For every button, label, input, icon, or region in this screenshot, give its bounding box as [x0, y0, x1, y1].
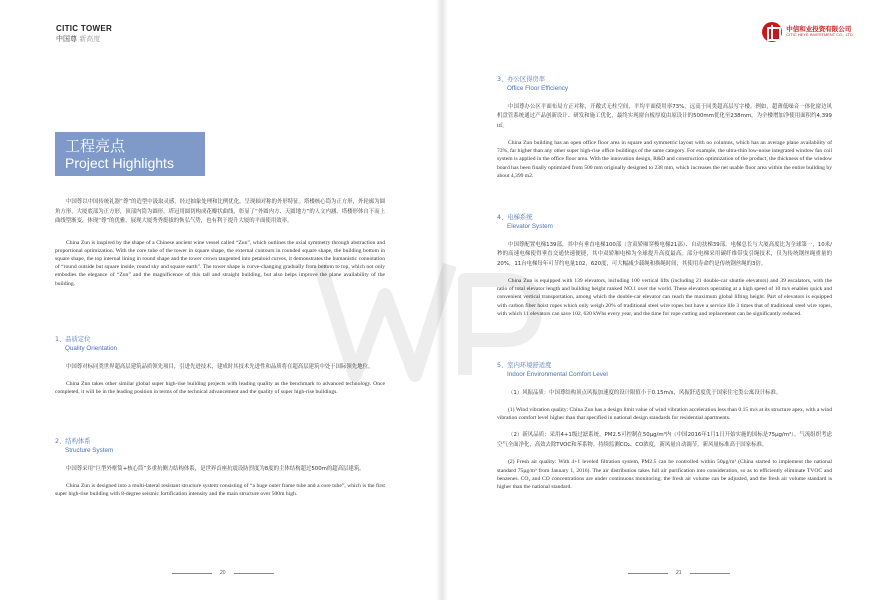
intro-section — [55, 198, 385, 288]
section-elevator-system — [497, 214, 832, 318]
page-footer — [172, 570, 274, 576]
intro-en: China Zun is inspired by the shape of a Chinese ancient wine vessel called “Zun”, which outlines the axial symmetry through abstraction and proportional optimization. With the core tube of the tower in square shape, the external contours in rounded square shape, the building bottom in square shape, the top internal lining in round shape and the tower crown tangented into petaloid curves, it demonstrates the humanistic connotation of “round outside but square inside, round sky and square earth”. The tower shape is curve-changing gradually from bottom to top, which not only embodies the elegance of “Zun” and the magnificence of this tall and straight building, but also helps improve the plane availability of the building. — [55, 239, 385, 287]
page-footer — [628, 570, 730, 576]
section-body-en: China Zun building has an open office floor area in square and symmetric layout with no columns, which has an average plane availability of 73%, far higher than any other super high-rise office buildings of the same category. For example, the ultra-thin low-noise integrated window fan coil system is applied in the office floor area. With the innovation design, R&D and construction optimization of the product, the thickness of the window board has been finally optimized from 500 mm originally designed to 238 mm, which increases the net usable floor area within the entire building by about 4,399 m2. — [497, 140, 832, 179]
brand-cn-light: 新高度 — [79, 35, 101, 43]
intro-cn: 中国尊以中国传统礼器“尊”的造型中汲取灵感，经过抽象处理和比例优化，呈现轴对称的外形特征。塔楼核心筒为正方形，外轮廓为圆角方形，大厦底部为正方形，顶部内筒为圆形，塔冠用圆切构成花瓣状曲线，彰显了“外圆内方、天圆地方”的人文内涵。塔楼形体自下而上曲线型渐变，体现“尊”的优雅，展现大厦秀秀挺拔的恢弘气势，也有利于提升大厦的平面使用效率。 — [55, 199, 385, 224]
section-body-en: China Zun is equipped with 139 elevators, including 100 vertical lifts (including 21 double-car shuttle elevators) and 39 escalators, with the ratio of total elevator length and building height ranked NO.1 over the world. These elevators operating at a high speed of 10 m/s enables quick and convenient vertical transportation, among which the double-car elevator can reach the maximum global lifting height. Part of elevators is equipped with carbon fiber hoist ropes which only weigh 20% of traditional steel wire ropes but have a service life 3 times that of traditional steel wire ropes, with which 11 elevators can save 102, 620 kWhs every year, and the time for rope cutting and replacement can be significantly reduced. — [497, 278, 832, 317]
title-banner — [55, 132, 205, 176]
section-quality-orientation — [55, 336, 385, 396]
section-heading: 1、品质定位 — [55, 336, 91, 343]
corp-name — [786, 26, 854, 38]
section-indoor-comfort — [497, 362, 832, 491]
section-body-cn: （2）新风品质：采用4+1级过滤系统，PM2.5可控制在50μg/m³内（中国2016年1月1日开始实施的国标是75μg/m³）。气流组织考虑空气全面净化，高效去除TVOC和苯系物。持续监测CO₂、CO浓度，新风量自动调节，新风量标准高于国家标准。 — [497, 432, 832, 448]
corp-name-en: CITIC HEYE INVESTMENT CO., LTD. — [786, 33, 854, 38]
page-number: 20 — [220, 570, 226, 576]
section-body-en: China Zun is designed into a multi-lateral resistant structure system consisting of “a huge outer frame tube and a core tube”, which is the first super high-rise building with 8-degree seismic fortification intensity and the main structure over 500m high. — [55, 483, 385, 498]
section-structure-system — [55, 438, 385, 498]
brand-name-en: CITIC TOWER — [56, 24, 113, 33]
page-title-cn: 工程亮点 — [65, 137, 126, 155]
section-body-cn: 中国尊对标同类世界超高层建筑品质领先项目，引进先进技术，建成时其技术先进性和品质将在超高层建筑中处于国际领先地位。 — [66, 363, 374, 370]
page-number: 21 — [676, 570, 682, 576]
section-body-en: (1) Wind vibration quality: China Zun has a design limit value of wind vibration acceleration less than 0.15 m/s at its structure apex, with a wind vibration comfort level higher than that specified in national design standards for residential apartments. — [497, 407, 832, 422]
spine-shadow — [436, 0, 448, 600]
section-body-en: China Zun takes other similar global super high-rise building projects with leading quality as the benchmark to advanced technology. Once completed, it will be in the leading position in terms of the technical advancement and the quality of super high-rise buildings. — [55, 381, 385, 396]
section-heading-en: Elevator System — [507, 222, 553, 230]
section-heading-en: Structure System — [65, 446, 114, 454]
section-body-en: (2) Fresh air quality: With 4+1 leveled filtration system, PM2.5 can be controlled within 50μg/m³ (China started to implement the national standard 75μg/m³ from January 1, 2016). The air distribution takes full air purification into consideration, so as to efficiently eliminate TVOC and benzenes. CO₂ and CO concentrations are under continuous monitoring; the fresh air volume can be adjusted, and the fresh air volume standard is higher than the national standard. — [497, 459, 832, 491]
footer-rule — [628, 573, 668, 574]
section-body-cn: （1）风振品质：中国尊结构顶点风振加速度的设计限值小于0.15m/s，风振舒适度优于国家住宅类公寓设计标准。 — [508, 389, 782, 396]
section-body-cn: 中国尊采用“巨型外框筒+核心筒”多重抗侧力结构体系，是世界首座抗震设防烈度为8度的主体结构超过500m的超高层建筑。 — [66, 465, 365, 472]
page-title-en: Project Highlights — [65, 155, 174, 171]
section-heading-en: Quality Orientation — [65, 344, 118, 352]
corp-logo — [762, 22, 854, 42]
section-heading: 4、电梯系统 — [497, 214, 533, 221]
section-office-floor-efficiency — [497, 76, 832, 180]
brand-name-cn — [56, 34, 112, 44]
section-heading: 3、办公区得房率 — [497, 76, 546, 83]
section-body-cn: 中国尊配置电梯139部，其中有垂直电梯100部（含双轿厢穿梭电梯21部）、自动扶梯39部。电梯总长与大厦高度比为全球第一，10米/秒的高速电梯使得垂直交通快速便捷，其中双轿厢电梯为全球提升高度最高。部分电梯采用碳纤维带曳引绳技术，仅为传统钢丝绳重量的20%，11台电梯每年可节约电量102，620度，可大幅减少载绳和换绳时间，其使用寿命约是传统钢丝绳的3倍。 — [497, 241, 832, 267]
footer-rule — [172, 573, 212, 574]
section-heading: 2、结构体系 — [55, 438, 91, 445]
section-body-cn: 中国尊办公区平面布局方正对称，开敞式无柱空间，平均平面使用率73%，远高于同类超高层写字楼。例如，超薄低噪音一体化窗边风机盘管系统通过产品创新设计、研发和施工优化，最终实现窗台板厚度由原设计的500mm优化至238mm，为全楼增加净使用面积约4,399㎡。 — [497, 103, 832, 129]
brand-cn-main: 中国尊 — [56, 35, 77, 43]
citic-emblem-icon — [762, 22, 782, 42]
right-page — [442, 0, 884, 600]
section-heading-en: Indoor Environmental Comfort Level — [507, 370, 608, 378]
brand-logo — [56, 24, 112, 44]
footer-rule — [690, 573, 730, 574]
section-heading-en: Office Floor Efficiency — [507, 84, 569, 92]
corp-name-cn: 中信和业投资有限公司 — [786, 24, 852, 33]
section-heading: 5、室内环境舒适度 — [497, 362, 552, 369]
footer-rule — [234, 573, 274, 574]
